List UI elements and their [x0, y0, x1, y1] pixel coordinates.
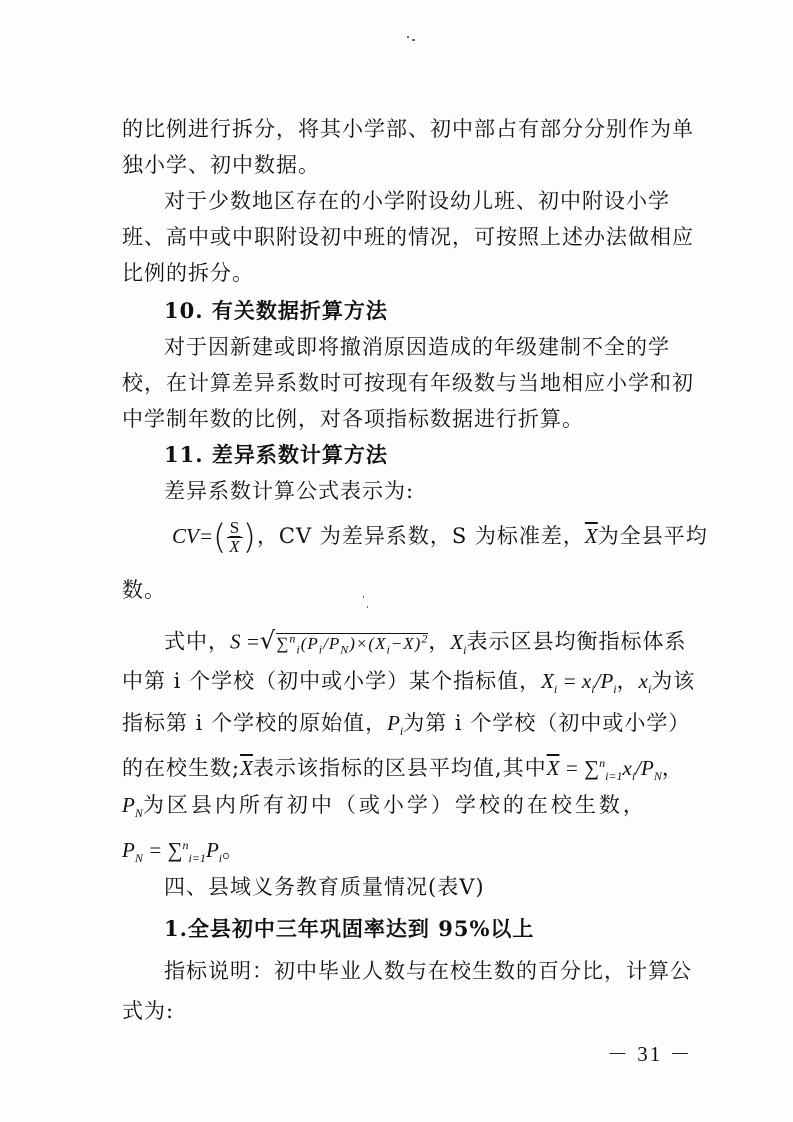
- paragraph-line: 班、高中或中职附设初中班的情况，可按照上述办法做相应: [122, 225, 694, 249]
- formula-definition-line: [122, 666, 696, 704]
- equals-sign: =: [198, 524, 214, 548]
- paragraph-line: 数。: [122, 578, 166, 602]
- page-number: － 31 －: [607, 1042, 693, 1066]
- cv-description-end: 为全县平均: [597, 524, 708, 548]
- paragraph-line: 差异系数计算公式表示为:: [164, 479, 415, 503]
- cv-fraction: [227, 519, 242, 556]
- sum-upper: n: [289, 631, 297, 645]
- p-sub: i: [318, 642, 324, 657]
- sqrt-expression: [260, 622, 428, 665]
- sqrt-body: $\sum^n_i(P_i/P_N)\times(X_i-\overline{X})^2$: [276, 631, 429, 657]
- std-lhs: S =: [230, 629, 260, 654]
- sum-symbol: ∑: [276, 633, 290, 653]
- scan-speck: [367, 606, 368, 608]
- left-paren: (: [213, 517, 228, 558]
- text-segment: 为该: [651, 669, 696, 693]
- sqrt-sign: √: [259, 626, 277, 655]
- p-symbol: P: [307, 633, 319, 653]
- text-segment: 。: [222, 838, 245, 862]
- sum-lower: i: [296, 642, 301, 657]
- section-heading-10: 10. 有关数据折算方法: [164, 298, 388, 323]
- cv-description: ，CV 为差异系数，S 为标准差，: [256, 524, 585, 548]
- fraction-numerator: S: [227, 519, 242, 538]
- paragraph-line: 对于因新建或即将撤消原因造成的年级建制不全的学: [164, 335, 670, 359]
- pi-symbol: $P_i$: [387, 711, 404, 739]
- right-paren: ): [242, 517, 257, 558]
- formula-definition-line: [122, 748, 684, 791]
- xbar-symbol: $\overline{X}$: [240, 756, 253, 780]
- pn-symbol: $P_N$: [122, 793, 143, 821]
- pn-sum-formula: $P_N = \sum^n_{i=1}P_i$: [122, 838, 223, 866]
- minus-symbol: −: [390, 633, 404, 653]
- text-segment: 式中，: [164, 629, 230, 654]
- scan-speck: [363, 596, 364, 598]
- paragraph-line: 比例的拆分。: [122, 261, 254, 285]
- fraction-denominator: X: [229, 537, 241, 556]
- paragraph-line: 独小学、初中数据。: [122, 153, 320, 177]
- pn-sub: N: [340, 642, 350, 657]
- text-segment: ，: [616, 669, 639, 693]
- formula-definition-line: [122, 790, 672, 828]
- mean-formula: $\overline{X} = \sum^n_{i=1}x_i/P_N$: [546, 756, 662, 784]
- xbar-symbol: $\overline{X}$: [403, 633, 415, 653]
- text-segment: 为第 i 个学校（初中或小学）: [403, 711, 691, 735]
- times-symbol: ×: [355, 633, 369, 653]
- scan-speck: [412, 39, 415, 41]
- subsection-heading: 1.全县初中三年巩固率达到 95%以上: [164, 916, 535, 941]
- xi-definition: $X_i = x_i/P_i$: [541, 669, 617, 697]
- paragraph-line: 校，在计算差异系数时可按现有年级数与当地相应小学和初: [122, 371, 694, 395]
- xi-symbol: $X_i$: [450, 629, 467, 657]
- text-segment: 中第 i 个学校（初中或小学）某个指标值，: [122, 669, 542, 693]
- cv-formula-line: [172, 516, 708, 558]
- paragraph-line: 中学制年数的比例，对各项指标数据进行折算。: [122, 407, 584, 431]
- p-symbol: P: [328, 633, 341, 653]
- text-segment: 为区县内所有初中（或小学）学校的在校生数，: [142, 793, 647, 817]
- paragraph-line: 式为:: [122, 999, 175, 1023]
- text-segment: 的在校生数;: [122, 756, 241, 780]
- scan-speck: [407, 36, 409, 38]
- mean-symbol: $\overline{X}$: [584, 524, 598, 548]
- cv-symbol: CV: [172, 524, 199, 548]
- text-segment: ，: [661, 756, 684, 780]
- paragraph-line: 指标说明：初中毕业人数与在校生数的百分比，计算公: [164, 959, 692, 983]
- x-symbol: X: [375, 633, 387, 653]
- formula-definition-line: [122, 830, 672, 873]
- section-heading-11: 11. 差异系数计算方法: [164, 442, 388, 467]
- paragraph-line: 对于少数地区存在的小学附设幼儿班、初中附设小学: [164, 189, 670, 213]
- paragraph-line: 的比例进行拆分，将其小学部、初中部占有部分分别作为单: [122, 117, 694, 141]
- formula-definition-line: [122, 708, 691, 746]
- text-segment: 指标第 i 个学校的原始值，: [122, 711, 388, 735]
- text-segment: 表示区县均衡指标体系: [466, 629, 687, 654]
- text-segment: ，: [428, 629, 451, 654]
- lower-xi-symbol: $x_i$: [638, 669, 652, 697]
- square-exponent: 2: [421, 631, 429, 645]
- section-heading-4: 四、县域义务教育质量情况(表Ⅴ): [164, 875, 485, 899]
- x-sub: i: [386, 642, 391, 657]
- std-formula-line: [164, 622, 687, 666]
- text-segment: 表示该指标的区县平均值,其中: [252, 756, 547, 780]
